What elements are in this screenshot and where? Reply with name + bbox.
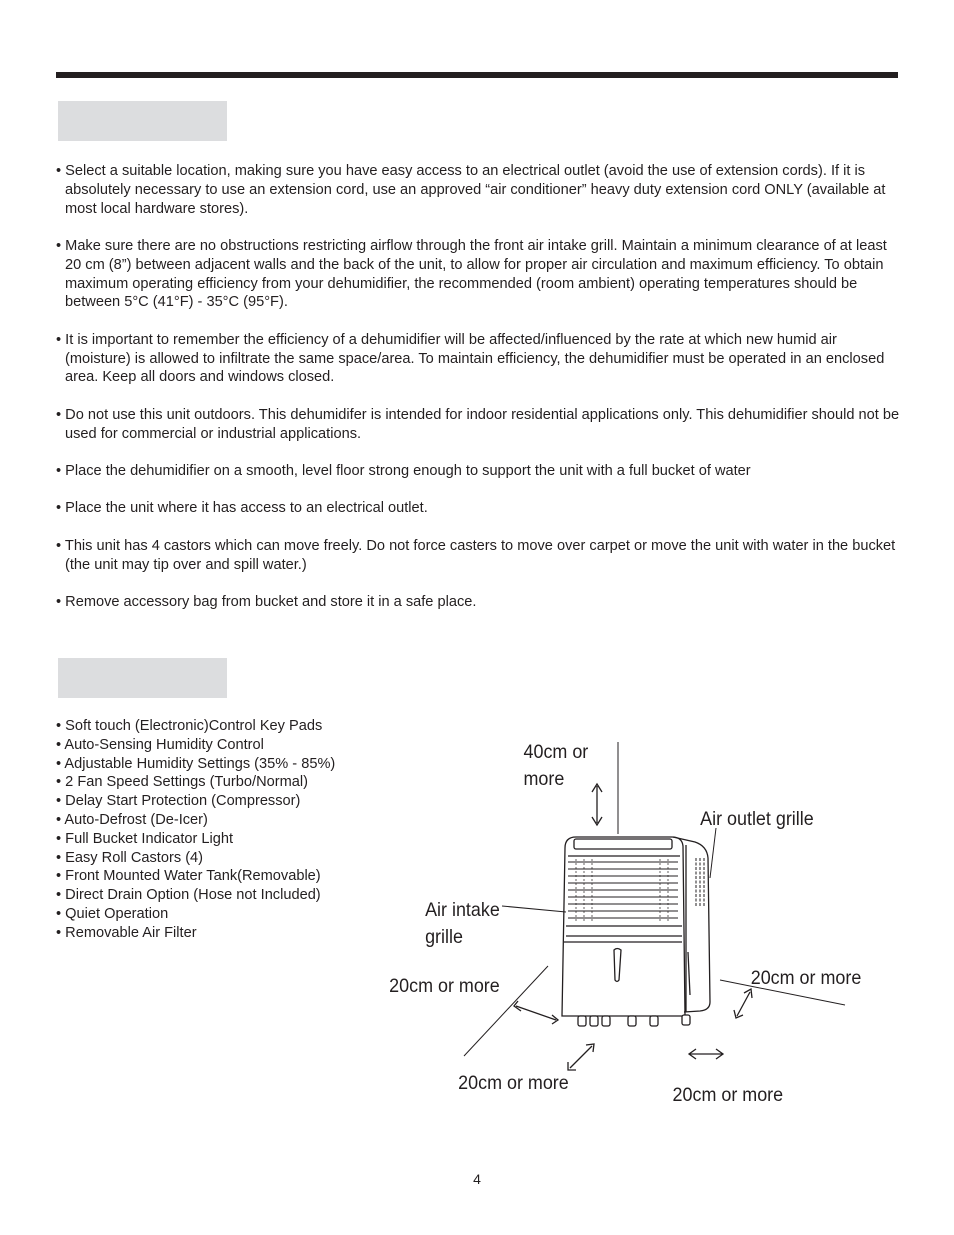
top-clearance-label-line2: more: [523, 767, 565, 790]
section-header-tab-location: [58, 101, 227, 141]
bullet-item: • Select a suitable location, making sure you have easy access to an electrical outlet (avoid the use of extension cords). If it is absolutely necessary to use an extension cord, use an approved “air conditioner” heavy duty extension cord ONLY (available at most local hardware stores).: [56, 163, 886, 217]
bullet-item: • It is important to remember the efficiency of a dehumidifier will be affected/influenced by the rate at which new humid air (moisture) is allowed to infiltrate the same space/area. To maintain efficiency, the dehumidifier must be operated in an enclosed area. Keep all doors and windows closed.: [56, 331, 885, 386]
right-clearance-arrow: [734, 989, 752, 1018]
outlet-leader-line: [710, 828, 716, 878]
top-clearance-label-line1: 40cm or: [523, 740, 589, 763]
air-intake-label-line1: Air intake: [425, 898, 500, 921]
section-header-tab-features: [58, 658, 227, 698]
feature-item: • Direct Drain Option (Hose not Included): [56, 887, 321, 904]
front-right-clearance-label: 20cm or more: [672, 1083, 784, 1106]
feature-item: • 2 Fan Speed Settings (Turbo/Normal): [56, 774, 308, 791]
air-outlet-label: Air outlet grille: [700, 807, 814, 830]
left-clearance-label: 20cm or more: [389, 974, 500, 997]
air-intake-label-line2: grille: [425, 925, 463, 948]
location-bullet-list: [56, 162, 906, 630]
feature-item: • Quiet Operation: [56, 905, 169, 922]
vertical-clearance-arrow: [592, 784, 602, 825]
feature-item: • Auto-Sensing Humidity Control: [56, 736, 264, 753]
feature-item: • Soft touch (Electronic)Control Key Pads: [56, 718, 323, 734]
bullet-item: • Place the dehumidifier on a smooth, level floor strong enough to support the unit with a full bucket of water: [56, 462, 751, 479]
dehumidifier-illustration: [562, 837, 710, 1026]
bullet-item: • This unit has 4 castors which can move freely. Do not force casters to move over carpet or move the unit with water in the bucket (the unit may tip over and spill water.): [56, 537, 896, 573]
left-clearance-arrow: [514, 1001, 558, 1024]
bullet-item: • Make sure there are no obstructions restricting airflow through the front air intake grill. Maintain a minimum clearance of at least 20 cm (8”) between adjacent walls and the back of the unit, to allow for proper air circulation and maximum efficiency. To obtain maximum operating efficiency from your dehumidifier, the recommended (room ambient) operating temperatures should be between 5°C (41°F) - 35°C (95°F).: [56, 237, 887, 311]
feature-item: • Adjustable Humidity Settings (35% - 85%): [56, 755, 336, 772]
front-left-clearance-arrow: [568, 1044, 594, 1070]
feature-list: [56, 717, 386, 943]
page-number: 4: [473, 1171, 481, 1187]
feature-item: • Full Bucket Indicator Light: [56, 830, 234, 847]
bullet-item: • Place the unit where it has access to an electrical outlet.: [56, 500, 428, 517]
feature-item: • Front Mounted Water Tank(Removable): [56, 868, 321, 885]
front-right-clearance-arrow: [689, 1049, 723, 1059]
feature-item: • Auto-Defrost (De-Icer): [56, 811, 208, 828]
top-rule: [56, 72, 898, 78]
bullet-item: • Do not use this unit outdoors. This dehumidifer is intended for indoor residential applications only. This dehumidifier should not be used for commercial or industrial applications.: [56, 406, 900, 442]
feature-item: • Removable Air Filter: [56, 924, 197, 941]
clearance-diagram: [380, 730, 880, 1120]
intake-leader-line: [502, 906, 566, 912]
feature-item: • Delay Start Protection (Compressor): [56, 793, 301, 810]
bullet-item: • Remove accessory bag from bucket and store it in a safe place.: [56, 593, 477, 610]
feature-item: • Easy Roll Castors (4): [56, 849, 204, 866]
right-clearance-label: 20cm or more: [750, 966, 862, 989]
front-left-clearance-label: 20cm or more: [458, 1071, 569, 1094]
